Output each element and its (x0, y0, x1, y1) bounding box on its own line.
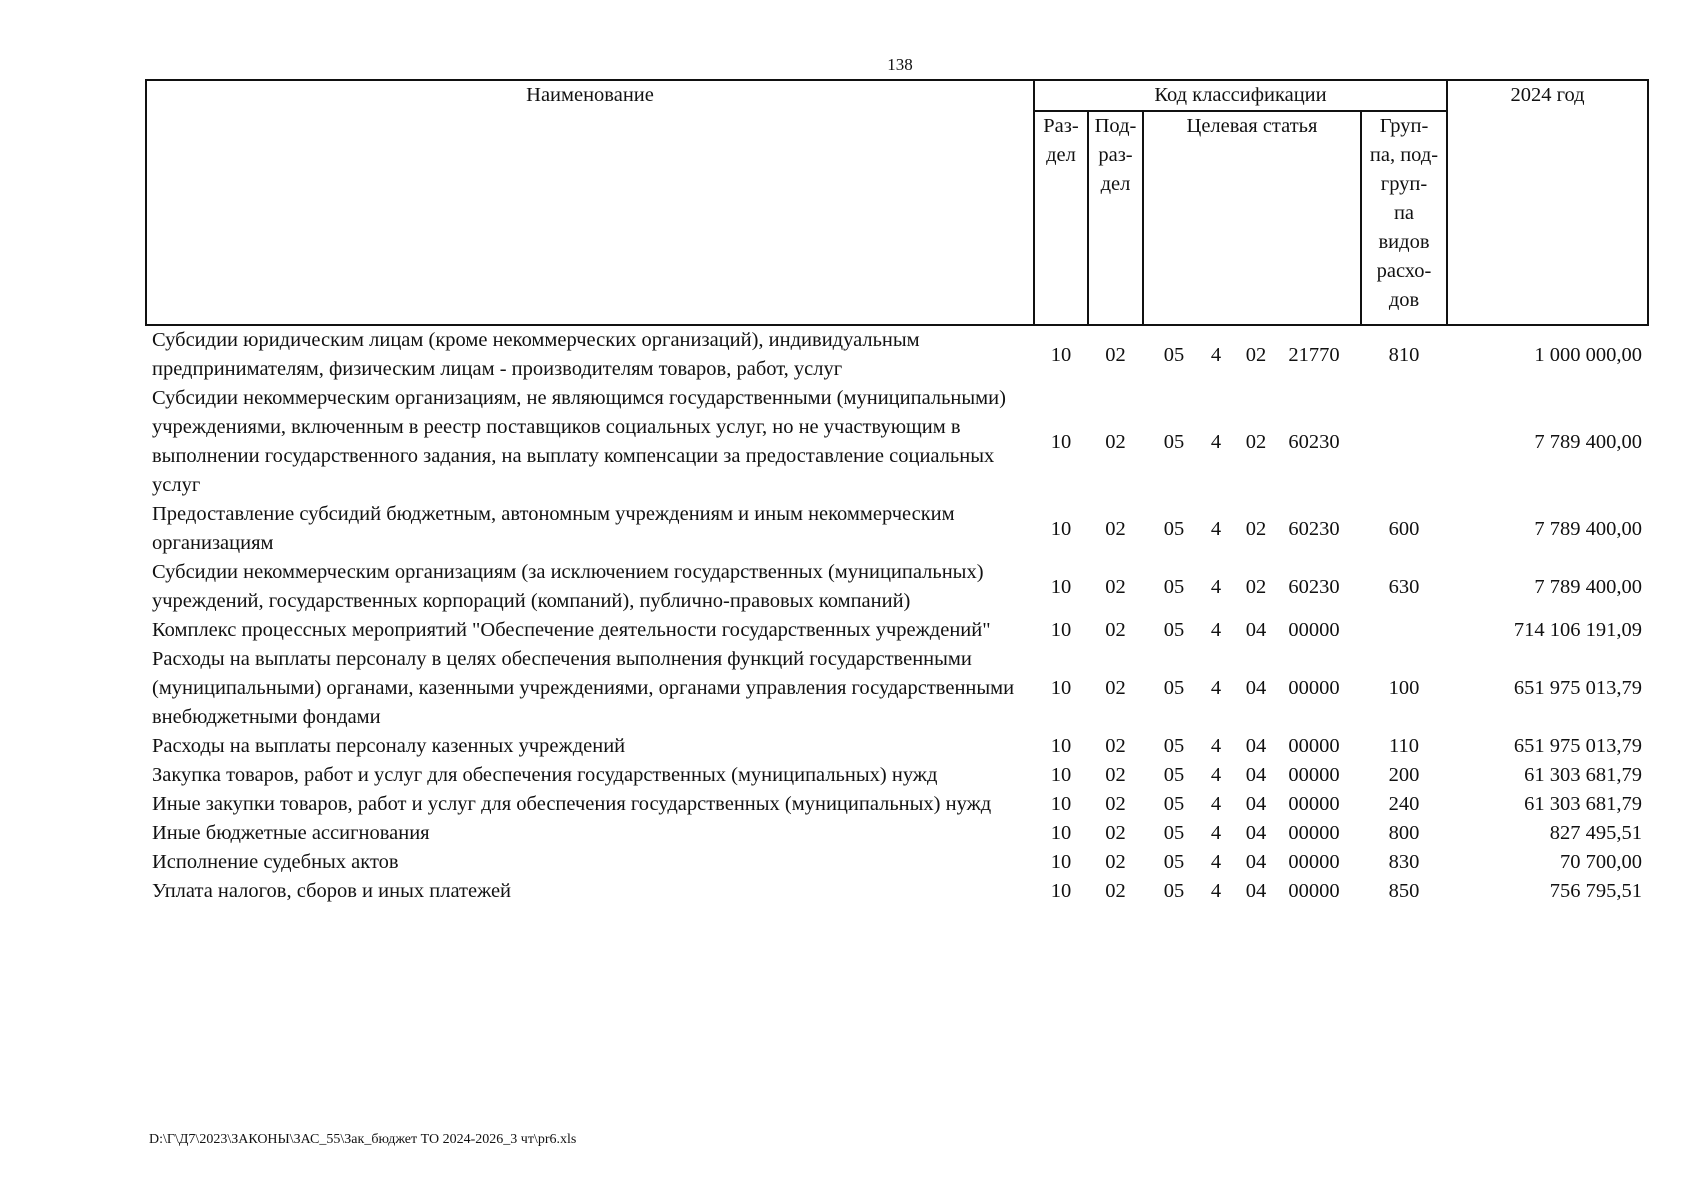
row-cs-direction: 00000 (1288, 764, 1340, 786)
row-cs-program: 05 (1163, 677, 1185, 699)
row-cs-program: 05 (1163, 793, 1185, 815)
row-target-article (1143, 325, 1361, 384)
row-cs-subprogram: 02 (1245, 430, 1267, 453)
table-row (146, 325, 1648, 384)
row-razdel: 10 (1050, 619, 1072, 641)
row-cs-program: 05 (1163, 822, 1185, 844)
row-name: Закупка товаров, работ и услуг для обеспечения государственных (муниципальных) нужд (152, 764, 938, 786)
row-cs-direction: 60230 (1288, 517, 1340, 540)
row-amount: 756 795,51 (1549, 880, 1642, 902)
header-expense-group: Груп- па, под- груп- па видов расхо- дов (1361, 111, 1447, 325)
row-cs-type: 4 (1210, 880, 1222, 902)
row-razdel: 10 (1050, 822, 1072, 844)
row-cs-type: 4 (1210, 575, 1222, 598)
table-row (146, 558, 1648, 616)
row-expense-type: 600 (1388, 517, 1420, 540)
row-cs-subprogram: 04 (1245, 619, 1267, 641)
row-amount: 70 700,00 (1560, 851, 1642, 873)
table-row (146, 645, 1648, 732)
row-cs-subprogram: 04 (1245, 735, 1267, 757)
row-cs-subprogram: 02 (1245, 575, 1267, 598)
row-razdel: 10 (1050, 677, 1072, 699)
row-cs-type: 4 (1210, 430, 1222, 453)
row-name: Субсидии некоммерческим организациям (за исключением государственных (муниципальных) учреждений, государственных корпораций (компаний), публично-правовых компаний) (152, 561, 984, 612)
table-body (146, 325, 1648, 906)
row-podrazdel: 02 (1105, 343, 1126, 366)
row-target-article (1143, 790, 1361, 819)
row-amount: 651 975 013,79 (1513, 735, 1642, 757)
row-cs-subprogram: 04 (1245, 764, 1267, 786)
row-cs-direction: 60230 (1288, 430, 1340, 453)
row-cs-type: 4 (1210, 822, 1222, 844)
table-row (146, 819, 1648, 848)
row-cs-type: 4 (1210, 793, 1222, 815)
row-podrazdel: 02 (1105, 764, 1126, 786)
row-expense-type: 240 (1388, 793, 1420, 815)
row-cs-direction: 00000 (1288, 677, 1340, 699)
header-target-article: Целевая статья (1143, 111, 1361, 325)
row-amount: 61 303 681,79 (1524, 793, 1642, 815)
table-row (146, 848, 1648, 877)
row-amount: 1 000 000,00 (1534, 343, 1642, 366)
row-name: Расходы на выплаты персоналу казенных учреждений (152, 735, 626, 757)
row-cs-subprogram: 04 (1245, 677, 1267, 699)
header-name: Наименование (146, 80, 1034, 325)
table-row (146, 616, 1648, 645)
row-cs-subprogram: 02 (1245, 343, 1267, 366)
row-podrazdel: 02 (1105, 619, 1126, 641)
row-cs-direction: 00000 (1288, 619, 1340, 641)
row-expense-type: 850 (1388, 880, 1420, 902)
row-name: Иные бюджетные ассигнования (152, 822, 430, 844)
row-podrazdel: 02 (1105, 430, 1126, 453)
row-razdel: 10 (1050, 793, 1072, 815)
header-year: 2024 год (1447, 80, 1648, 325)
table-row (146, 761, 1648, 790)
row-cs-type: 4 (1210, 677, 1222, 699)
row-amount: 714 106 191,09 (1513, 619, 1642, 641)
row-expense-type (1361, 384, 1447, 500)
row-razdel: 10 (1050, 430, 1072, 453)
row-target-article (1143, 761, 1361, 790)
row-cs-direction: 00000 (1288, 880, 1340, 902)
row-podrazdel: 02 (1105, 517, 1126, 540)
row-cs-program: 05 (1163, 517, 1185, 540)
row-cs-program: 05 (1163, 619, 1185, 641)
row-cs-direction: 21770 (1288, 343, 1340, 366)
row-expense-type: 830 (1388, 851, 1420, 873)
row-amount: 651 975 013,79 (1513, 677, 1642, 699)
row-razdel: 10 (1050, 764, 1072, 786)
row-name: Исполнение судебных актов (152, 851, 399, 873)
row-expense-type: 810 (1388, 343, 1420, 366)
header-code-classification: Код классификации (1034, 80, 1447, 111)
row-podrazdel: 02 (1105, 735, 1126, 757)
table-row (146, 877, 1648, 906)
row-cs-program: 05 (1163, 851, 1185, 873)
row-razdel: 10 (1050, 575, 1072, 598)
row-amount: 7 789 400,00 (1534, 575, 1642, 598)
row-expense-type (1361, 616, 1447, 645)
row-target-article (1143, 500, 1361, 558)
row-razdel: 10 (1050, 851, 1072, 873)
row-cs-direction: 00000 (1288, 735, 1340, 757)
row-name: Комплекс процессных мероприятий "Обеспечение деятельности государственных учреждений" (152, 619, 991, 641)
row-podrazdel: 02 (1105, 575, 1126, 598)
row-razdel: 10 (1050, 735, 1072, 757)
row-name: Уплата налогов, сборов и иных платежей (152, 880, 512, 902)
row-cs-program: 05 (1163, 575, 1185, 598)
row-target-article (1143, 877, 1361, 906)
row-amount: 7 789 400,00 (1534, 430, 1642, 453)
row-name: Иные закупки товаров, работ и услуг для обеспечения государственных (муниципальных) нужд (152, 793, 992, 815)
row-cs-direction: 00000 (1288, 793, 1340, 815)
row-target-article (1143, 732, 1361, 761)
row-cs-subprogram: 02 (1245, 517, 1267, 540)
row-cs-subprogram: 04 (1245, 880, 1267, 902)
row-podrazdel: 02 (1105, 677, 1126, 699)
table-row (146, 790, 1648, 819)
row-razdel: 10 (1050, 880, 1072, 902)
row-razdel: 10 (1050, 343, 1072, 366)
row-amount: 7 789 400,00 (1534, 517, 1642, 540)
row-podrazdel: 02 (1105, 880, 1126, 902)
row-cs-program: 05 (1163, 343, 1185, 366)
header-razdel: Раз- дел (1034, 111, 1088, 325)
row-cs-type: 4 (1210, 851, 1222, 873)
row-cs-program: 05 (1163, 880, 1185, 902)
row-cs-type: 4 (1210, 619, 1222, 641)
row-razdel: 10 (1050, 517, 1072, 540)
row-amount: 61 303 681,79 (1524, 764, 1642, 786)
row-cs-subprogram: 04 (1245, 822, 1267, 844)
row-expense-type: 630 (1388, 575, 1420, 598)
table-row (146, 500, 1648, 558)
row-name: Предоставление субсидий бюджетным, автономным учреждениям и иным некоммерческим организациям (152, 503, 955, 554)
budget-table (145, 79, 1649, 906)
row-cs-program: 05 (1163, 430, 1185, 453)
row-name: Субсидии юридическим лицам (кроме некоммерческих организаций), индивидуальным предпринимателям, физическим лицам - производителям товаров, работ, услуг (152, 329, 920, 380)
row-cs-type: 4 (1210, 343, 1222, 366)
row-amount: 827 495,51 (1549, 822, 1642, 844)
row-cs-type: 4 (1210, 517, 1222, 540)
table-row (146, 384, 1648, 500)
row-cs-type: 4 (1210, 764, 1222, 786)
table-row (146, 732, 1648, 761)
row-expense-type: 100 (1388, 677, 1420, 699)
row-expense-type: 200 (1388, 764, 1420, 786)
row-expense-type: 110 (1389, 735, 1419, 757)
row-cs-program: 05 (1163, 764, 1185, 786)
row-target-article (1143, 616, 1361, 645)
row-podrazdel: 02 (1105, 822, 1126, 844)
row-cs-subprogram: 04 (1245, 793, 1267, 815)
row-cs-subprogram: 04 (1245, 851, 1267, 873)
row-expense-type: 800 (1388, 822, 1420, 844)
row-cs-direction: 60230 (1288, 575, 1340, 598)
footer-file-path: D:\Г\Д7\2023\ЗАКОНЫ\ЗАС_55\Зак_бюджет ТО 2024-2026_3 чт\pr6.xls (149, 1132, 577, 1147)
row-cs-direction: 00000 (1288, 851, 1340, 873)
row-cs-program: 05 (1163, 735, 1185, 757)
row-target-article (1143, 384, 1361, 500)
row-cs-direction: 00000 (1288, 822, 1340, 844)
row-name: Субсидии некоммерческим организациям, не являющимся государственными (муниципальными) учреждениями, включенным в реестр поставщиков социальных услуг, но не участвующим в выполнении государственного задания, на выплату компенсации за предоставление социальных услуг (152, 387, 1006, 496)
row-cs-type: 4 (1210, 735, 1222, 757)
row-name: Расходы на выплаты персоналу в целях обеспечения выполнения функций государственными (муниципальными) органами, казенными учреждениями, органами управления государственными внебюджетными фондами (152, 648, 1015, 728)
row-target-article (1143, 848, 1361, 877)
page-number: 138 (887, 55, 913, 74)
row-podrazdel: 02 (1105, 793, 1126, 815)
row-target-article (1143, 819, 1361, 848)
row-target-article (1143, 558, 1361, 616)
row-podrazdel: 02 (1105, 851, 1126, 873)
row-target-article (1143, 645, 1361, 732)
header-podrazdel: Под- раз- дел (1088, 111, 1143, 325)
